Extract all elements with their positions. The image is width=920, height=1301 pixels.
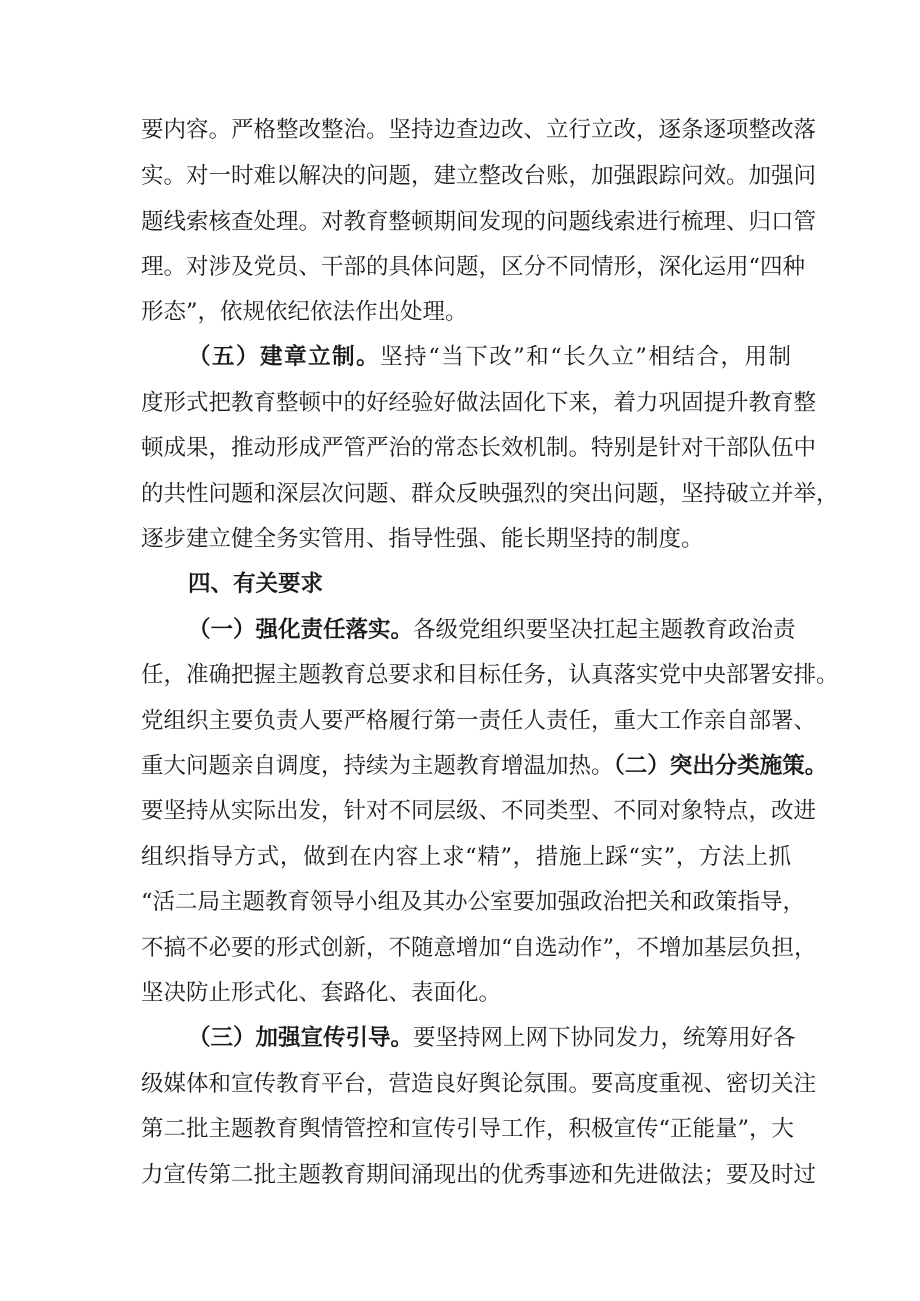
section-heading-five: （五）建章立制。 xyxy=(188,344,381,370)
text-line: 逐步建立健全务实管用、指导性强、能长期坚持的制度。 xyxy=(141,526,704,552)
text-line: 度形式把教育整顿中的好经验好做法固化下来，着力巩固提升教育整 xyxy=(141,390,817,416)
text-line: 题线索核查处理。对教育整顿期间发现的问题线索进行梳理、归口管 xyxy=(141,209,817,235)
paragraph-heading-line: （五）建章立制。坚持“当下改”和“长久立”相结合，用制 xyxy=(188,344,791,370)
text-line: 实。对一时难以解决的问题，建立整改台账，加强跟踪问效。加强问 xyxy=(141,163,817,189)
text-line: 级媒体和宣传教育平台，营造良好舆论氛围。要高度重视、密切关注 xyxy=(141,1071,817,1097)
text-line: 理。对涉及党员、干部的具体问题，区分不同情形，深化运用“四种 xyxy=(141,254,806,280)
text-line: 顿成果，推动形成严管严治的常态长效机制。特别是针对干部队伍中 xyxy=(141,435,817,461)
text-line: 不搞不必要的形式创新，不随意增加“自选动作”，不增加基层负担， xyxy=(141,935,817,961)
text-line: 党组织主要负责人要严格履行第一责任人责任，重大工作亲自部署、 xyxy=(141,708,817,734)
section-title: 四、有关要求 xyxy=(188,571,324,597)
paragraph-heading-line: 重大问题亲自调度，持续为主题教育增温加热。（二）突出分类施策。 xyxy=(141,753,828,779)
text-line: 要内容。严格整改整治。坚持边查边改、立行立改，逐条逐项整改落 xyxy=(141,117,817,143)
section-heading-three: （三）加强宣传引导。 xyxy=(188,1025,414,1051)
text-line: 任，准确把握主题教育总要求和目标任务，认真落实党中央部署安排。 xyxy=(141,662,839,688)
text-line: 组织指导方式，做到在内容上求“精”，措施上踩“实”，方法上抓 xyxy=(141,844,791,870)
section-heading-one: （一）强化责任落实。 xyxy=(188,617,414,643)
text-line: 坚决防止形式化、套路化、表面化。 xyxy=(141,980,502,1006)
text-line: 力宣传第二批主题教育期间涌现出的优秀事迹和先进做法；要及时过 xyxy=(141,1162,817,1188)
section-heading-two: （二）突出分类施策。 xyxy=(613,753,828,779)
paragraph-heading-line: （一）强化责任落实。各级党组织要坚决扛起主题教育政治责 xyxy=(188,617,796,643)
text-line: 的共性问题和深层次问题、群众反映强烈的突出问题，坚持破立并举， xyxy=(141,481,839,507)
paragraph-heading-line: （三）加强宣传引导。要坚持网上网下协同发力，统筹用好各 xyxy=(188,1025,796,1051)
text-line: 要坚持从实际出发，针对不同层级、不同类型、不同对象特点，改进 xyxy=(141,798,817,824)
text-line: “活二局主题教育领导小组及其办公室要加强政治把关和政策指导， xyxy=(141,889,806,915)
text-line: 第二批主题教育舆情管控和宣传引导工作，积极宣传“正能量”，大 xyxy=(141,1116,795,1142)
text-line: 形态”，依规依纪依法作出处理。 xyxy=(141,299,468,325)
